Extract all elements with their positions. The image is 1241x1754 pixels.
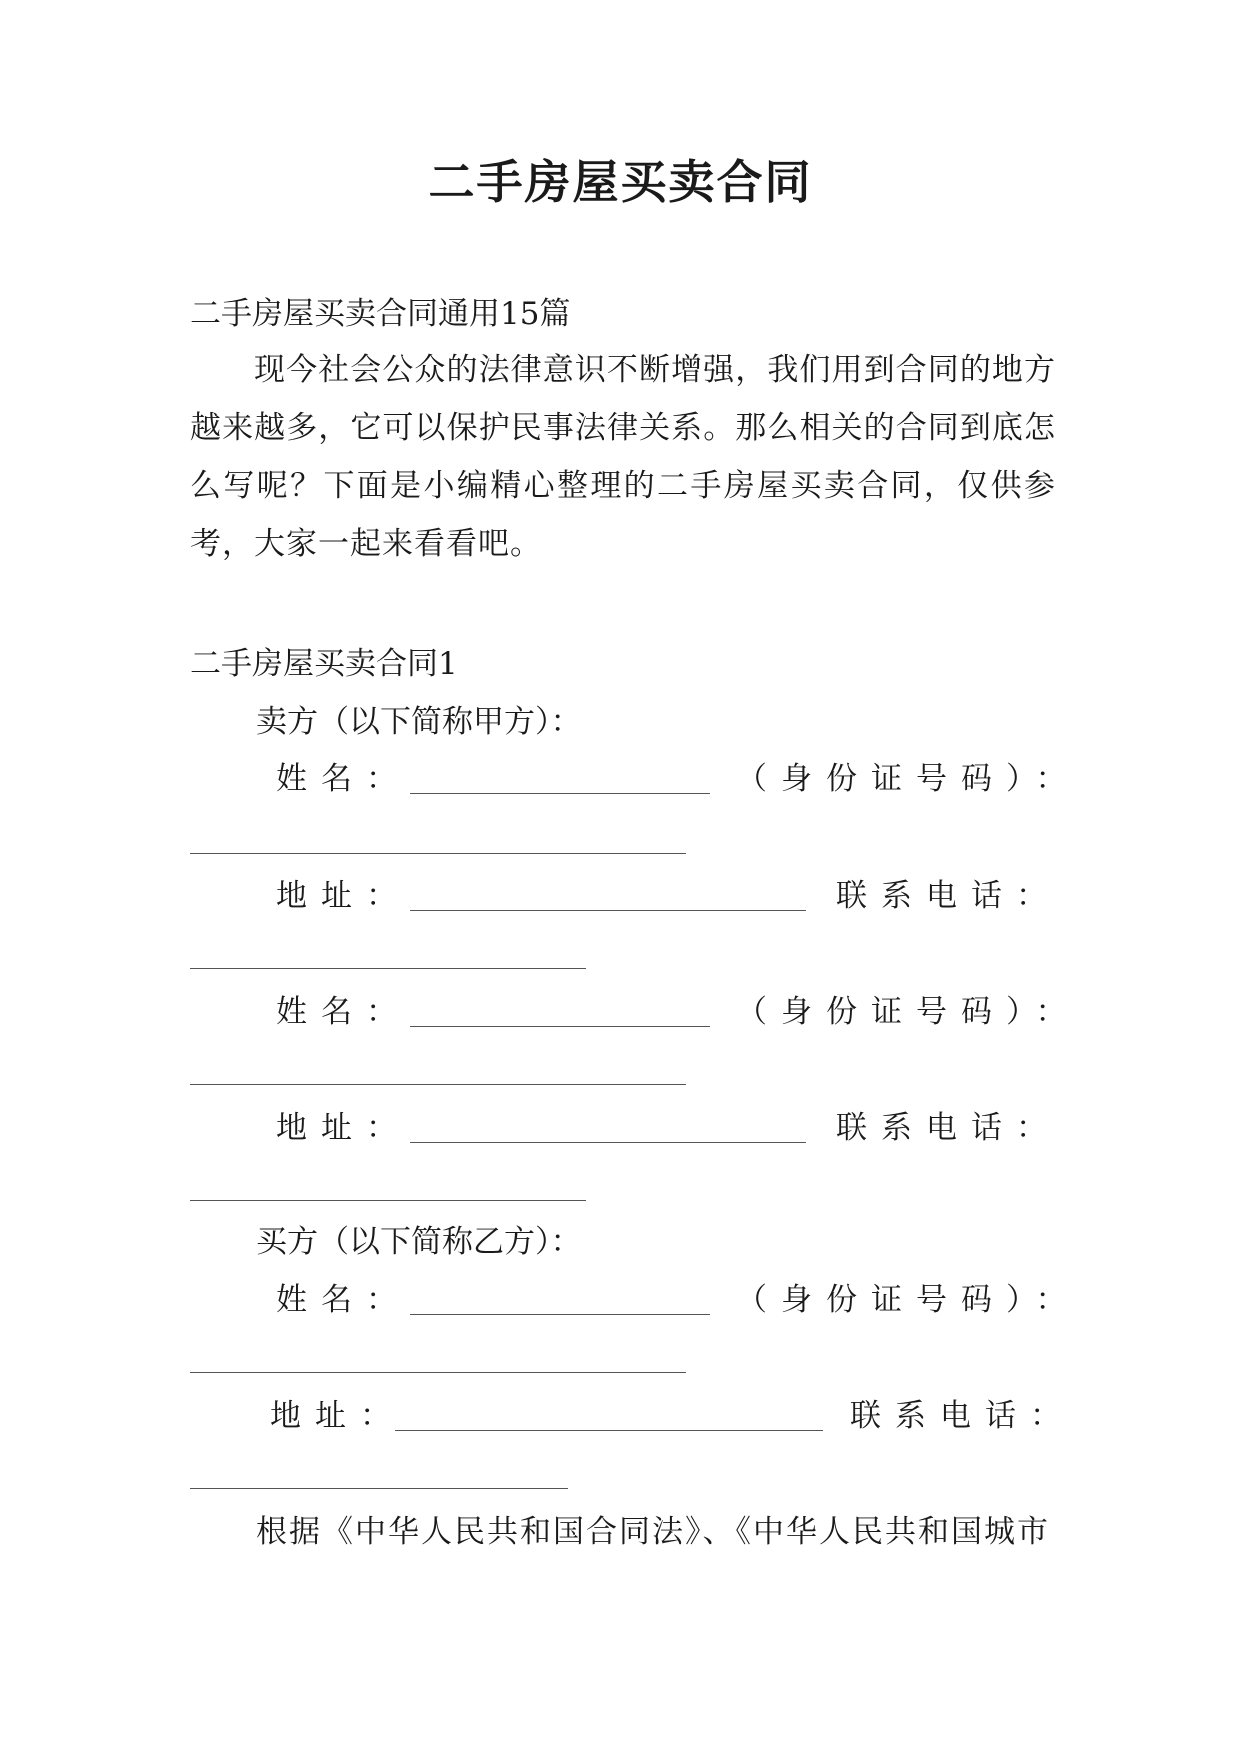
seller1-address-blank[interactable] [410,910,806,911]
buyer-address-label: 地址： [270,1398,405,1434]
seller-heading: 卖方（以下简称甲方）： [256,704,582,740]
intro-paragraph: 现今社会公众的法律意识不断增强，我们用到合同的地方越来越多，它可以保护民事法律关系。那么相关的合同到底怎么写呢？下面是小编精心整理的二手房屋买卖合同，仅供参考，大家一起来看看吧。 [190,352,1056,562]
seller1-phone-label: 联系电话： [836,878,1061,914]
buyer-phone-label: 联系电话： [850,1398,1075,1434]
seller1-address-label: 地址： [276,878,411,914]
seller2-phone-blank[interactable] [190,1200,586,1201]
seller2-address-blank[interactable] [410,1142,806,1143]
document-subtitle: 二手房屋买卖合同通用15篇 [190,296,571,332]
section-heading: 二手房屋买卖合同1 [190,646,458,682]
seller1-id-label: （身份证号码）： [736,761,1081,797]
seller1-phone-blank[interactable] [190,968,586,969]
seller2-id-label: （身份证号码）： [736,994,1081,1030]
seller1-name-label: 姓名： [276,761,411,797]
buyer-id-label: （身份证号码）： [736,1282,1081,1318]
closing-line: 根据《中华人民共和国合同法》、《中华人民共和国城市 [256,1514,1050,1550]
buyer-heading: 买方（以下简称乙方）： [256,1224,582,1260]
seller2-phone-label: 联系电话： [836,1110,1061,1146]
seller1-id-blank[interactable] [190,853,686,854]
seller2-id-blank[interactable] [190,1084,686,1085]
buyer-address-blank[interactable] [395,1430,823,1431]
document-title: 二手房屋买卖合同 [428,155,813,209]
seller2-name-blank[interactable] [410,1026,710,1027]
buyer-phone-blank[interactable] [190,1488,568,1489]
seller2-name-label: 姓名： [276,994,411,1030]
buyer-name-label: 姓名： [276,1282,411,1318]
seller1-name-blank[interactable] [410,793,710,794]
seller2-address-label: 地址： [276,1110,411,1146]
buyer-name-blank[interactable] [410,1314,710,1315]
buyer-id-blank[interactable] [190,1372,686,1373]
